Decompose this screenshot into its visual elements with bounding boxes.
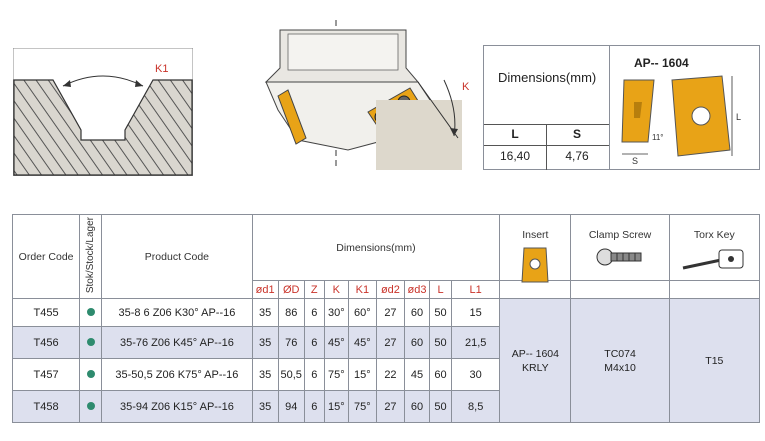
in-stock-dot-icon <box>87 402 95 410</box>
dim-col-L1: L1 <box>452 281 500 299</box>
value-cell: 50 <box>430 391 452 423</box>
product-code-cell: 35-8 6 Z06 K30° AP--16 <box>102 299 252 327</box>
cutter-diagram <box>258 20 476 170</box>
value-cell: 45° <box>348 327 376 359</box>
col-s-label: S <box>572 127 581 141</box>
value-cell: 76 <box>278 327 304 359</box>
clamp-value-line1: TC074 <box>604 347 636 360</box>
order-code-header: Order Code <box>13 215 80 299</box>
value-s: 4,76 <box>565 149 589 163</box>
value-cell: 60 <box>430 359 452 391</box>
value-l: 16,40 <box>499 149 531 163</box>
insert-header: Insert <box>500 215 571 281</box>
dim-col-od3: ød3 <box>404 281 429 299</box>
insert-value-line1: AP-- 1604 <box>511 347 559 360</box>
workpiece-groove-diagram <box>13 48 193 176</box>
in-stock-dot-icon <box>87 308 95 316</box>
dimensions-header: Dimensions(mm) <box>252 215 500 281</box>
stock-cell <box>80 299 102 327</box>
value-cell: 6 <box>304 359 324 391</box>
order-code-cell: T458 <box>13 391 80 423</box>
clamp-value-cell <box>571 299 669 423</box>
product-code-cell: 35-94 Z06 K15° AP--16 <box>102 391 252 423</box>
value-cell: 30° <box>324 299 348 327</box>
product-code-cell: 35-50,5 Z06 K75° AP--16 <box>102 359 252 391</box>
value-cell: 75° <box>348 391 376 423</box>
value-cell: 15° <box>348 359 376 391</box>
value-cell: 27 <box>376 391 404 423</box>
stock-header: Stok/Stock/Lager <box>85 216 97 294</box>
order-code-cell: T457 <box>13 359 80 391</box>
col-l-label: L <box>511 127 519 141</box>
value-cell: 27 <box>376 299 404 327</box>
value-cell: 50,5 <box>278 359 304 391</box>
value-cell: 60 <box>404 327 429 359</box>
value-cell: 21,5 <box>452 327 500 359</box>
insert-value-cell <box>500 299 571 423</box>
l-dim-label: L <box>736 112 742 122</box>
stock-cell <box>80 327 102 359</box>
value-cell: 45° <box>324 327 348 359</box>
value-cell: 60 <box>404 391 429 423</box>
dimensions-title: Dimensions(mm) <box>498 70 597 85</box>
insert-drawing <box>612 72 758 168</box>
clamp-value-line2: M4x10 <box>604 361 636 374</box>
value-cell: 8,5 <box>452 391 500 423</box>
value-cell: 35 <box>252 359 278 391</box>
value-cell: 60° <box>348 299 376 327</box>
screw-icon <box>595 246 645 268</box>
in-stock-dot-icon <box>87 338 95 346</box>
value-cell: 6 <box>304 299 324 327</box>
value-cell: 6 <box>304 327 324 359</box>
dim-col-od2: ød2 <box>376 281 404 299</box>
dim-col-Z: Z <box>304 281 324 299</box>
product-code-header: Product Code <box>102 215 252 299</box>
s-dim-label: S <box>632 156 639 166</box>
table-row <box>13 299 760 327</box>
order-code-cell: T456 <box>13 327 80 359</box>
value-cell: 35 <box>252 391 278 423</box>
torx-key-header: Torx Key <box>669 215 759 281</box>
clamp-screw-image-cell <box>571 281 669 299</box>
dim-col-K1: K1 <box>348 281 376 299</box>
clamp-screw-header: Clamp Screw <box>571 215 669 281</box>
insert-title: AP-- 1604 <box>634 56 689 70</box>
value-cell: 75° <box>324 359 348 391</box>
dim-col-K: K <box>324 281 348 299</box>
torx-value-cell: T15 <box>669 299 759 423</box>
stock-cell <box>80 391 102 423</box>
value-cell: 6 <box>304 391 324 423</box>
dim-col-od1: ød1 <box>252 281 278 299</box>
value-cell: 60 <box>404 299 429 327</box>
value-cell: 15 <box>452 299 500 327</box>
in-stock-dot-icon <box>87 370 95 378</box>
stock-cell <box>80 359 102 391</box>
k-angle-label: K <box>462 81 470 93</box>
insert-icon <box>520 246 550 284</box>
insert-value-line2: KRLY <box>522 361 549 374</box>
value-cell: 27 <box>376 327 404 359</box>
dim-col-L: L <box>430 281 452 299</box>
value-cell: 35 <box>252 299 278 327</box>
angle-11-label: 11° <box>652 133 664 142</box>
value-cell: 50 <box>430 299 452 327</box>
value-cell: 45 <box>404 359 429 391</box>
value-cell: 30 <box>452 359 500 391</box>
product-code-cell: 35-76 Z06 K45° AP--16 <box>102 327 252 359</box>
torx-key-image-cell <box>669 281 759 299</box>
value-cell: 50 <box>430 327 452 359</box>
spec-table <box>12 214 760 423</box>
k1-angle-label: K1 <box>155 63 169 75</box>
value-cell: 86 <box>278 299 304 327</box>
dimensions-box <box>483 45 760 170</box>
value-cell: 22 <box>376 359 404 391</box>
value-cell: 15° <box>324 391 348 423</box>
value-cell: 94 <box>278 391 304 423</box>
torx-key-icon <box>679 242 749 276</box>
insert-image-cell <box>500 281 571 299</box>
dim-col-D: ØD <box>278 281 304 299</box>
order-code-cell: T455 <box>13 299 80 327</box>
value-cell: 35 <box>252 327 278 359</box>
stock-header-cell <box>80 215 102 299</box>
